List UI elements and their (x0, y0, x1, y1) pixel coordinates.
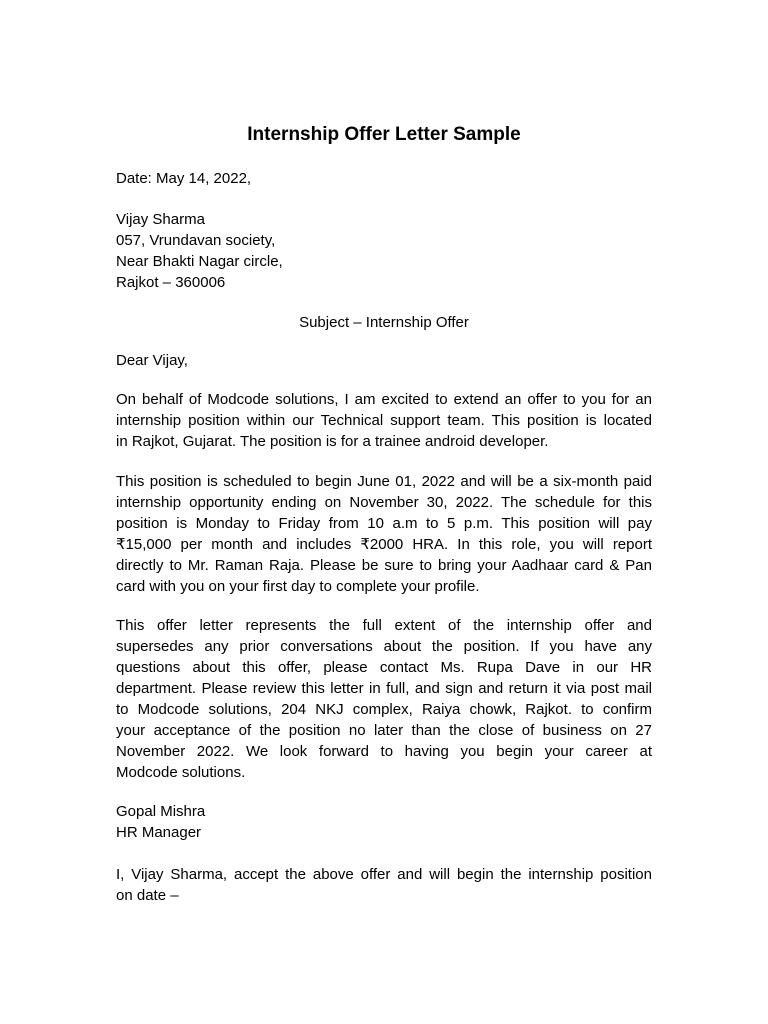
address-line: 057, Vrundavan society, (116, 232, 276, 249)
paragraph-line: internship position within our Technical support team. This position is located (116, 412, 652, 429)
paragraph-line: card with you on your first day to complete your profile. (116, 578, 480, 595)
paragraph-line: on date – (116, 887, 179, 904)
paragraph-line: On behalf of Modcode solutions, I am excited to extend an offer to you for an (116, 391, 652, 408)
paragraph-line: internship opportunity ending on November 30, 2022. The schedule for this (116, 494, 652, 511)
paragraph-line: supersedes any prior conversations about the position. If you have any (116, 638, 652, 655)
recipient-address (116, 209, 652, 293)
paragraph-line: to Modcode solutions, 204 NKJ complex, Raiya chowk, Rajkot. to confirm (116, 701, 652, 718)
letter-subject: Subject – Internship Offer (299, 314, 469, 331)
paragraph-line: I, Vijay Sharma, accept the above offer and will begin the internship position (116, 866, 652, 883)
signatory-role: HR Manager (116, 824, 202, 841)
paragraph-line: November 2022. We look forward to having you begin your career at (116, 743, 652, 760)
signatory-name: Gopal Mishra (116, 803, 206, 820)
date-text: Date: May 14, 2022, (116, 170, 252, 187)
page-title: Internship Offer Letter Sample (247, 124, 521, 145)
letter-date (116, 168, 652, 189)
paragraph-terms (116, 615, 652, 783)
address-line: Rajkot – 360006 (116, 274, 226, 291)
paragraph-line: department. Please review this letter in full, and sign and return it via post mail (116, 680, 652, 697)
paragraph-line: ₹15,000 per month and includes ₹2000 HRA. In this role, you will report (116, 536, 652, 553)
recipient-name: Vijay Sharma (116, 211, 205, 228)
signature-block (116, 801, 652, 843)
paragraph-line: Modcode solutions. (116, 764, 246, 781)
address-line: Near Bhakti Nagar circle, (116, 253, 283, 270)
paragraph-line: This offer letter represents the full extent of the internship offer and (116, 617, 652, 634)
paragraph-line: This position is scheduled to begin June 01, 2022 and will be a six-month paid (116, 473, 652, 490)
paragraph-line: in Rajkot, Gujarat. The position is for a trainee android developer. (116, 433, 549, 450)
paragraph-line: questions about this offer, please contact Ms. Rupa Dave in our HR (116, 659, 652, 676)
paragraph-schedule (116, 471, 652, 597)
paragraph-line: directly to Mr. Raman Raja. Please be sure to bring your Aadhaar card & Pan (116, 557, 652, 574)
paragraph-line: position is Monday to Friday from 10 a.m to 5 p.m. This position will pay (116, 515, 652, 532)
paragraph-offer (116, 389, 652, 452)
paragraph-line: your acceptance of the position no later than the close of business on 27 (116, 722, 652, 739)
salutation-text: Dear Vijay, (116, 352, 188, 369)
acceptance-statement (116, 864, 652, 906)
salutation (116, 350, 652, 371)
